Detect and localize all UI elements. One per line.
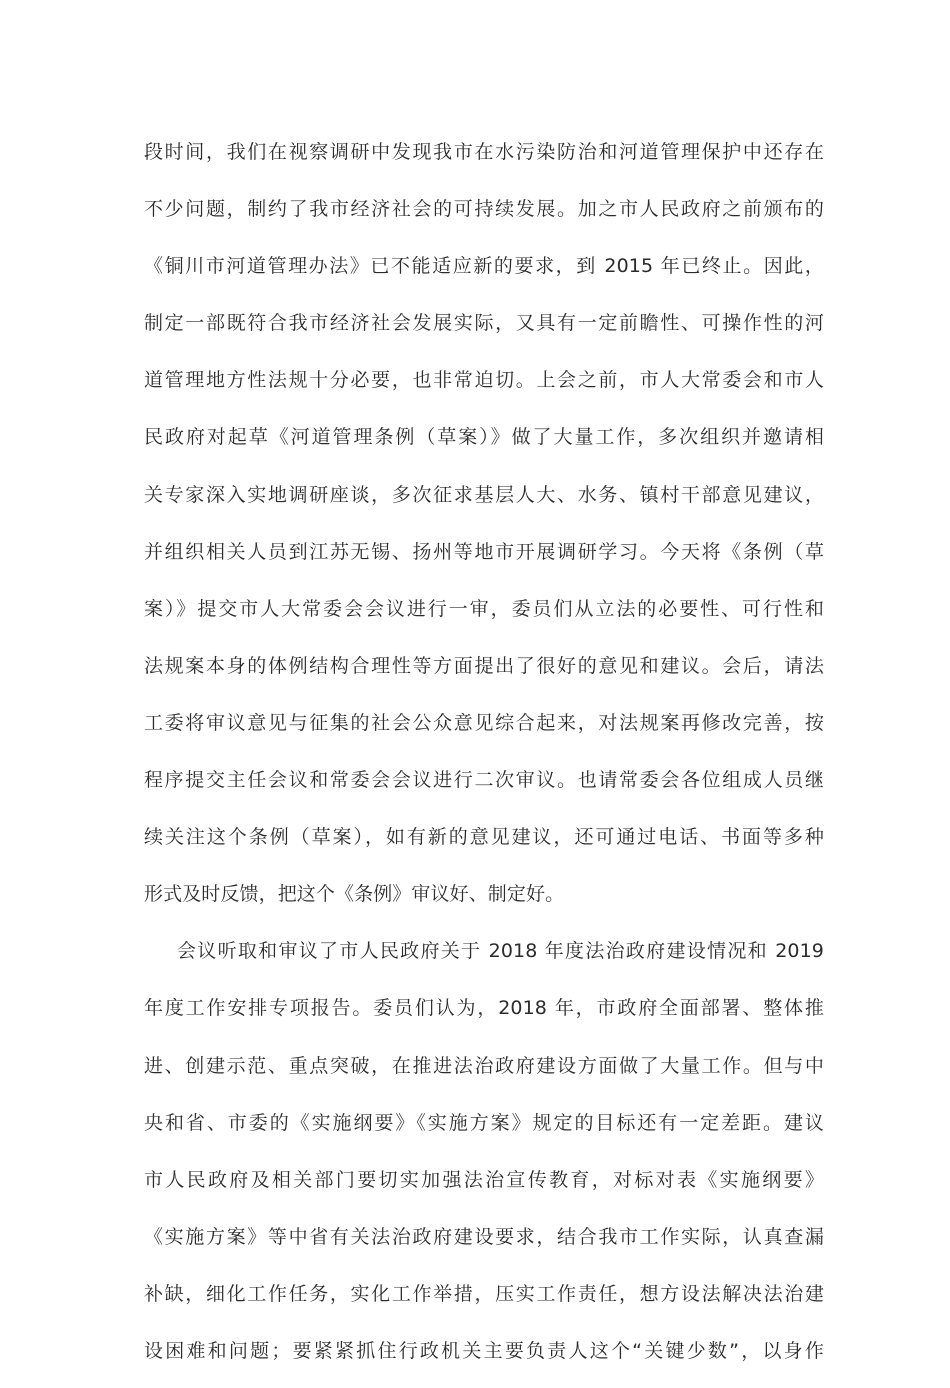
text-line: 关专家深入实地调研座谈，多次征求基层人大、水务、镇村干部意见建议， (144, 483, 824, 506)
text-line: 《实施方案》等中省有关法治政府建设要求，结合我市工作实际，认真查漏 (144, 1225, 824, 1248)
text-line: 进、创建示范、重点突破，在推进法治政府建设方面做了大量工作。但与中 (144, 1054, 824, 1077)
text-line: 市人民政府及相关部门要切实加强法治宣传教育，对标对表《实施纲要》 (144, 1168, 824, 1191)
body-text (144, 132, 824, 1388)
text-line: 法规案本身的体例结构合理性等方面提出了很好的意见和建议。会后，请法 (144, 654, 824, 677)
text-line: 年度工作安排专项报告。委员们认为，2018 年，市政府全面部署、整体推 (144, 997, 824, 1020)
text-line: 央和省、市委的《实施纲要》《实施方案》规定的目标还有一定差距。建议 (144, 1111, 824, 1134)
text-line: 形式及时反馈，把这个《条例》审议好、制定好。 (144, 883, 565, 906)
text-line: 不少问题，制约了我市经济社会的可持续发展。加之市人民政府之前颁布的 (144, 198, 824, 221)
text-line: 续关注这个条例（草案），如有新的意见建议，还可通过电话、书面等多种 (144, 826, 824, 849)
text-line: 段时间，我们在视察调研中发现我市在水污染防治和河道管理保护中还存在 (144, 141, 824, 163)
text-line: 补缺，细化工作任务，实化工作举措，压实工作责任，想方设法解决法治建 (144, 1282, 824, 1305)
text-line: 道管理地方性法规十分必要，也非常迫切。上会之前，市人大常委会和市人 (144, 369, 824, 392)
text-line: 民政府对起草《河道管理条例（草案）》做了大量工作，多次组织并邀请相 (144, 426, 824, 449)
text-line: 并组织相关人员到江苏无锡、扬州等地市开展调研学习。今天将《条例（草 (144, 540, 824, 563)
text-line: 设困难和问题；要紧紧抓住行政机关主要负责人这个“关键少数”，以身作 (144, 1339, 824, 1362)
text-line: 案）》提交市人大常委会会议进行一审，委员们从立法的必要性、可行性和 (144, 597, 824, 620)
text-line: 程序提交主任会议和常委会会议进行二次审议。也请常委会各位组成人员继 (144, 769, 824, 792)
text-line: 工委将审议意见与征集的社会公众意见综合起来，对法规案再修改完善，按 (144, 711, 824, 734)
paragraph-start-line: 会议听取和审议了市人民政府关于 2018 年度法治政府建设情况和 2019 (177, 940, 824, 963)
text-line: 制定一部既符合我市经济社会发展实际，又具有一定前瞻性、可操作性的河 (144, 312, 824, 335)
text-line: 《铜川市河道管理办法》已不能适应新的要求，到 2015 年已终止。因此， (144, 255, 824, 278)
